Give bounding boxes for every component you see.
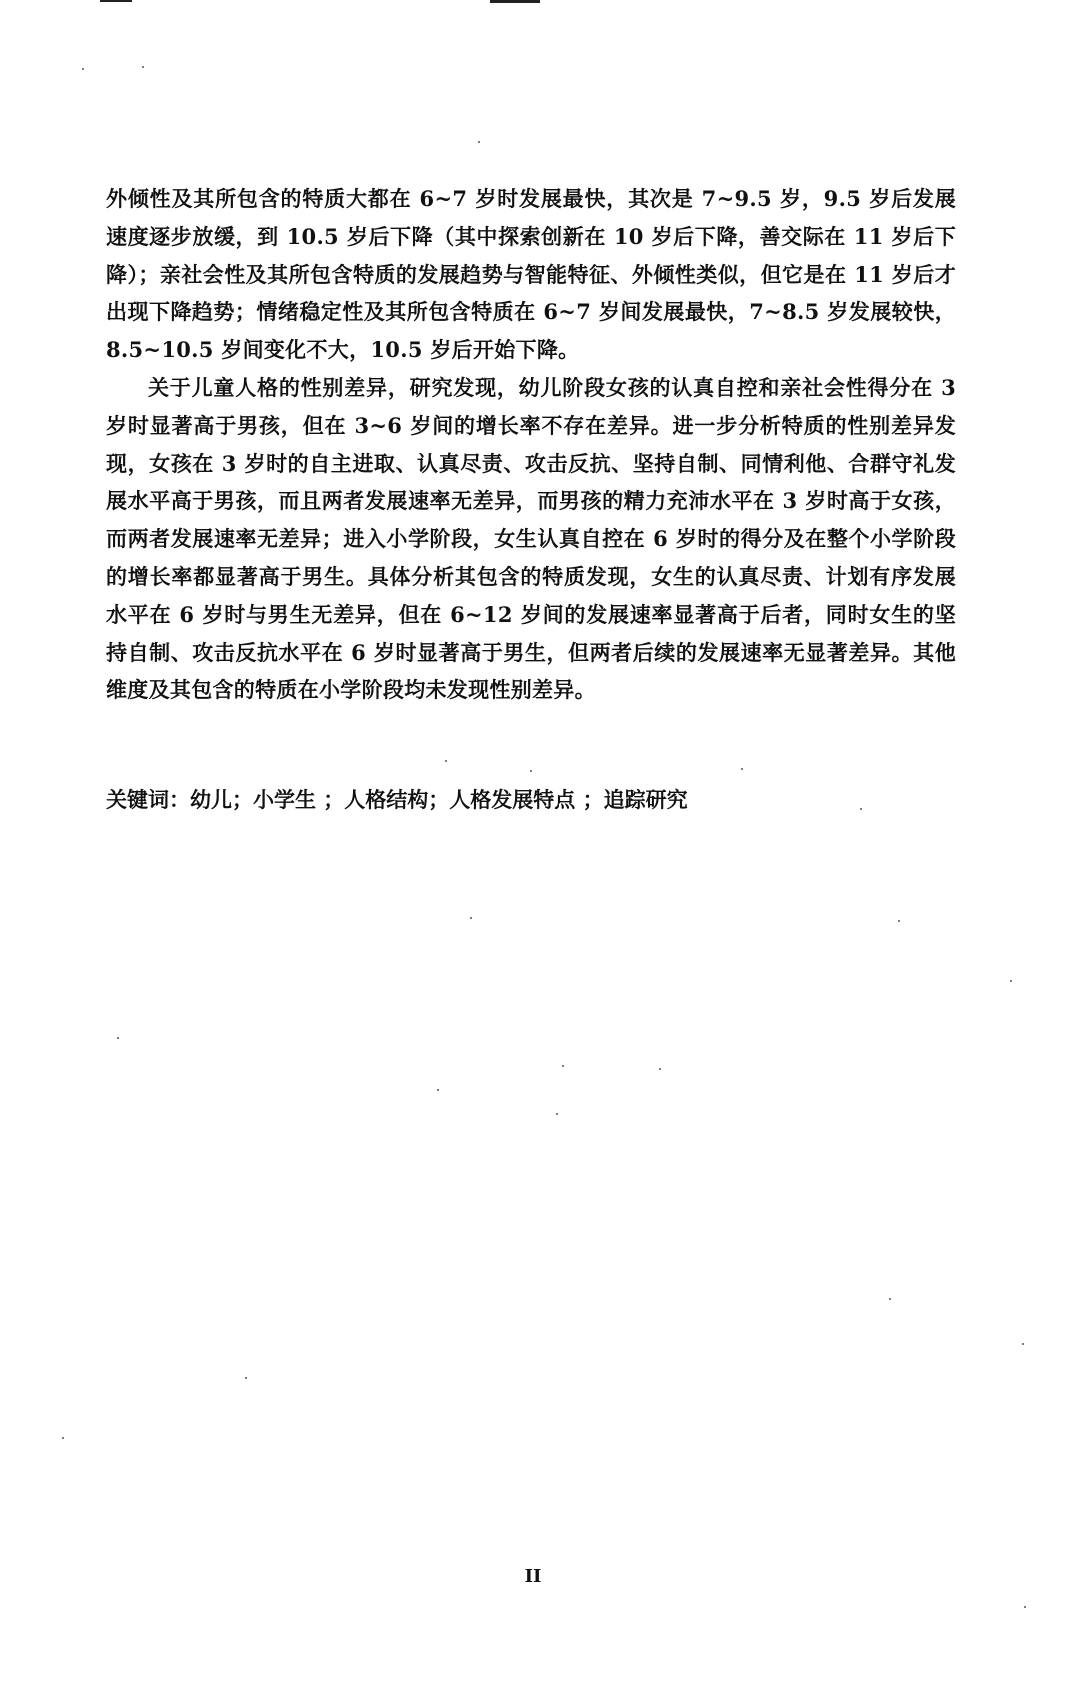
scan-speck (1022, 1343, 1024, 1345)
scan-speck (445, 760, 447, 762)
scan-speck (117, 1037, 119, 1039)
scan-speck (142, 66, 144, 68)
scan-speck (470, 917, 472, 919)
scan-speck (556, 1113, 558, 1115)
scan-mark-right (490, 0, 540, 3)
abstract-paragraph-1: 外倾性及其所包含的特质大都在 6~7 岁时发展最快，其次是 7~9.5 岁，9.5 岁后发展速度逐步放缓，到 10.5 岁后下降（其中探索创新在 10 岁后下降，善交际在 11 岁后下降）；亲社会性及其所包含特质的发展趋势与智能特征、外倾性类似，但它是在 11 岁后才出现下降趋势；情绪稳定性及其所包含特质在 6~7 岁间发展最快，7~8.5 岁发展较快，8.5~10.5 岁间变化不大，10.5 岁后开始下降。 (106, 186, 956, 363)
keywords-line (106, 785, 956, 815)
scan-speck (659, 1068, 661, 1070)
scan-speck (530, 770, 532, 772)
scan-speck (82, 68, 84, 70)
scan-speck (478, 141, 480, 143)
scan-speck (898, 920, 900, 922)
scan-speck (741, 768, 743, 770)
keywords-text: 幼儿；小学生 ；人格结构；人格发展特点 ；追踪研究 (190, 787, 688, 812)
scan-speck (62, 1437, 64, 1439)
scan-speck (437, 1089, 439, 1091)
scan-speck (889, 1298, 891, 1300)
scan-speck (245, 1377, 247, 1379)
scan-speck (562, 1065, 564, 1067)
abstract-paragraph-2: 关于儿童人格的性别差异，研究发现，幼儿阶段女孩的认真自控和亲社会性得分在 3 岁时显著高于男孩，但在 3~6 岁间的增长率不存在差异。进一步分析特质的性别差异发现，女孩在 3 岁时的自主进取、认真尽责、攻击反抗、坚持自制、同情利他、合群守礼发展水平高于男孩，而且两者发展速率无差异，而男孩的精力充沛水平在 3 岁时高于女孩，而两者发展速率无差异；进入小学阶段，女生认真自控在 6 岁时的得分及在整个小学阶段的增长率都显著高于男生。具体分析其包含的特质发现，女生的认真尽责、计划有序发展水平在 6 岁时与男生无差异，但在 6~12 岁间的发展速率显著高于后者，同时女生的坚持自制、攻击反抗水平在 6 岁时显著高于男生，但两者后续的发展速率无显著差异。其他维度及其包含的特质在小学阶段均未发现性别差异。 (106, 374, 956, 703)
page-number: II (524, 1566, 542, 1587)
scan-speck (1010, 980, 1012, 982)
scan-speck (1024, 1606, 1026, 1608)
abstract-body (106, 180, 956, 709)
keywords-label: 关键词： (106, 787, 190, 812)
scan-mark-left (100, 0, 132, 2)
